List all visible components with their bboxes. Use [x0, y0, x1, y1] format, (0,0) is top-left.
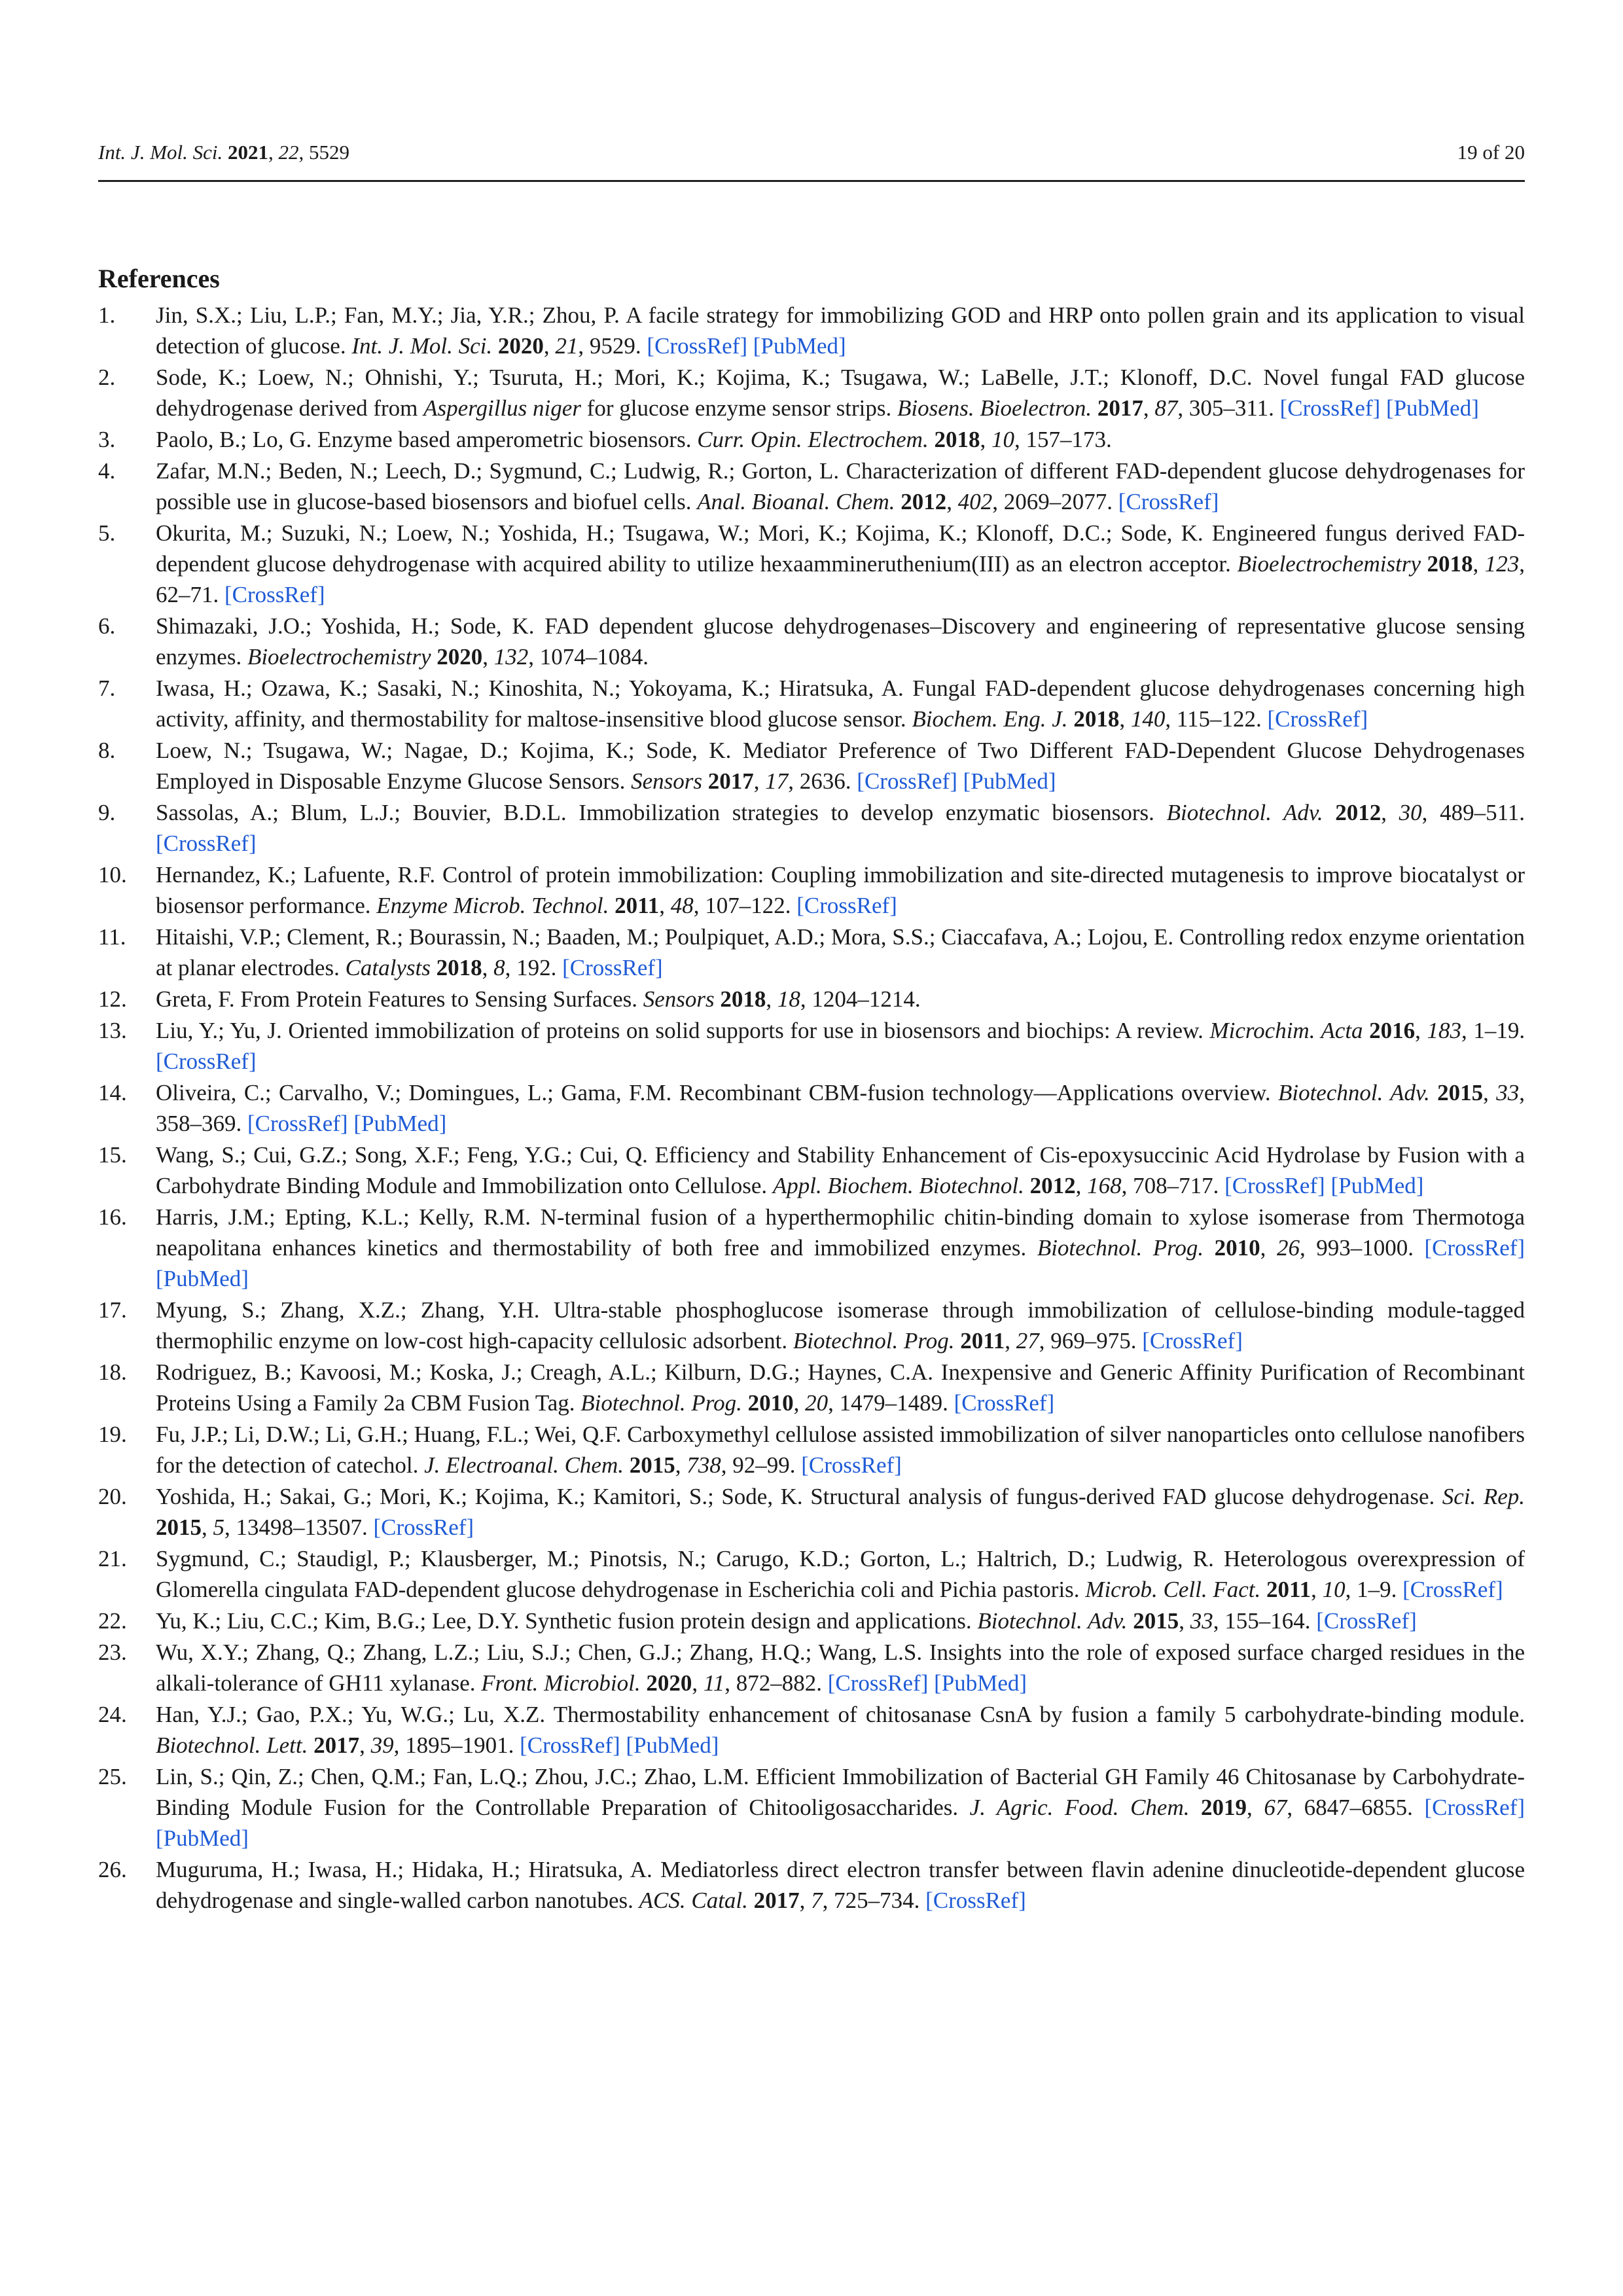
reference-year: 2011 [960, 1328, 1005, 1354]
reference-title: N-terminal fusion of a hyperthermophilic chitin-binding domain to xylose isomerase from Thermotoga neapolitana enhances kinetics and thermostability of both free and immobilized enzymes. [156, 1204, 1525, 1261]
reference-title: Inexpensive and Generic Affinity Purification of Recombinant Proteins Using a Family 2a CBM Fusion Tag. [156, 1359, 1525, 1416]
reference-volume: 132 [493, 644, 529, 670]
reference-title: Mediator Preference of Two Different FAD-Dependent Glucose Dehydrogenases Employed in Disposable Enzyme Glucose Sensors. [156, 738, 1525, 794]
reference-year: 2015 [1437, 1080, 1484, 1105]
reference-pages: 2069–2077. [1003, 489, 1113, 514]
reference-title: Oriented immobilization of proteins on solid supports for use in biosensors and biochips: A review. [288, 1018, 1204, 1043]
reference-title: Recombinant CBM-fusion technology—Applications overview. [679, 1080, 1271, 1105]
reference-year: 2015 [1133, 1608, 1179, 1634]
reference-volume: 33 [1496, 1080, 1520, 1105]
pubmed-link[interactable]: [PubMed] [1330, 1173, 1424, 1198]
crossref-link[interactable]: [CrossRef] [1224, 1173, 1325, 1198]
reference-pages: 969–975. [1050, 1328, 1137, 1354]
reference-item: 25. Lin, S.; Qin, Z.; Chen, Q.M.; Fan, L.Q.; Zhou, J.C.; Zhao, L.M. Efficient Immobilization of Bacterial GH Family 46 Chitosanase by Carbohydrate-Binding Module Fusion for the Controllable Preparation of Chitooligosaccharides. J. Agric. Food. Chem. 2019, 67, 6847–6855. [CrossRef] [PubMed] [98, 1761, 1525, 1854]
reference-volume: 67 [1264, 1795, 1287, 1820]
reference-volume: 21 [555, 333, 579, 359]
reference-year: 2018 [720, 986, 766, 1012]
reference-pages: 1074–1084. [539, 644, 649, 670]
crossref-link[interactable]: [CrossRef] [247, 1111, 348, 1136]
reference-journal: Enzyme Microb. Technol. [376, 893, 609, 918]
reference-volume: 10 [991, 427, 1014, 452]
reference-pages: 155–164. [1224, 1608, 1311, 1634]
reference-number: 11. [98, 924, 126, 950]
reference-item: 2. Sode, K.; Loew, N.; Ohnishi, Y.; Tsuruta, H.; Mori, K.; Kojima, K.; Tsugawa, W.; LaBelle, J.T.; Klonoff, D.C. Novel fungal FAD glucose dehydrogenase derived from Aspergillus niger for glucose enzyme sensor strips. Biosens. Bioelectron. 2017, 87, 305–311. [CrossRef] [PubMed] [98, 362, 1525, 423]
reference-title-italic: Aspergillus niger [423, 395, 581, 421]
reference-year: 2012 [1029, 1173, 1076, 1198]
reference-authors: Hernandez, K.; Lafuente, R.F. [156, 862, 436, 888]
reference-number: 4. [98, 458, 116, 484]
reference-item: 9. Sassolas, A.; Blum, L.J.; Bouvier, B.D.L. Immobilization strategies to develop enzymatic biosensors. Biotechnol. Adv. 2012, 30, 489–511. [CrossRef] [98, 797, 1525, 859]
reference-year: 2017 [313, 1732, 360, 1758]
journal-name: Int. J. Mol. Sci. [98, 141, 223, 164]
reference-number: 10. [98, 862, 127, 888]
reference-authors: Zafar, M.N.; Beden, N.; Leech, D.; Sygmund, C.; Ludwig, R.; Gorton, L. [156, 458, 840, 484]
reference-journal: Biotechnol. Prog. [793, 1328, 955, 1354]
reference-title: Ultra-stable phosphoglucose isomerase through immobilization of cellulose-binding module-tagged thermophilic enzyme on low-cost high-capacity cellulosic adsorbent. [156, 1297, 1525, 1354]
reference-item: 20. Yoshida, H.; Sakai, G.; Mori, K.; Kojima, K.; Kamitori, S.; Sode, K. Structural analysis of fungus-derived FAD glucose dehydrogenase. Sci. Rep. 2015, 5, 13498–13507. [CrossRef] [98, 1481, 1525, 1543]
reference-authors: Hitaishi, V.P.; Clement, R.; Bourassin, N.; Baaden, M.; Poulpiquet, A.D.; Mora, S.S.; Ciaccafava, A.; Lojou, E. [156, 924, 1174, 950]
reference-item: 12. Greta, F. From Protein Features to Sensing Surfaces. Sensors 2018, 18, 1204–1214. [98, 984, 1525, 1014]
reference-volume: 140 [1130, 706, 1166, 732]
reference-item: 6. Shimazaki, J.O.; Yoshida, H.; Sode, K. FAD dependent glucose dehydrogenases–Discovery and engineering of representative glucose sensing enzymes. Bioelectrochemistry 2020, 132, 1074–1084. [98, 611, 1525, 672]
reference-journal: Int. J. Mol. Sci. [351, 333, 493, 359]
reference-item: 1. Jin, S.X.; Liu, L.P.; Fan, M.Y.; Jia, Y.R.; Zhou, P. A facile strategy for immobilizing GOD and HRP onto pollen grain and its application to visual detection of glucose. Int. J. Mol. Sci. 2020, 21, 9529. [CrossRef] [PubMed] [98, 300, 1525, 361]
reference-journal: Front. Microbiol. [481, 1670, 641, 1696]
reference-year: 2010 [1214, 1235, 1260, 1261]
reference-number: 1. [98, 302, 116, 328]
reference-volume: 18 [777, 986, 800, 1012]
reference-authors: Rodriguez, B.; Kavoosi, M.; Koska, J.; Creagh, A.L.; Kilburn, D.G.; Haynes, C.A. [156, 1359, 934, 1385]
reference-title: Immobilization strategies to develop enzymatic biosensors. [579, 800, 1154, 825]
pubmed-link[interactable]: [PubMed] [156, 1266, 249, 1291]
reference-journal: Biosens. Bioelectron. [897, 395, 1092, 421]
pubmed-link[interactable]: [PubMed] [626, 1732, 719, 1758]
reference-number: 5. [98, 520, 116, 546]
reference-authors: Iwasa, H.; Ozawa, K.; Sasaki, N.; Kinoshita, N.; Yokoyama, K.; Hiratsuka, A. [156, 675, 904, 701]
reference-journal: Microchim. Acta [1209, 1018, 1363, 1043]
reference-volume: 27 [1016, 1328, 1039, 1354]
reference-title: Characterization of different FAD-dependent glucose dehydrogenases for possible use in glucose-based biosensors and biofuel cells. [156, 458, 1525, 514]
journal-citation: Int. J. Mol. Sci. 2021, 22, 5529 [98, 141, 350, 164]
reference-volume: 8 [493, 955, 505, 980]
reference-title: Carboxymethyl cellulose assisted immobilization of silver nanoparticles onto cellulose nanofibers for the detection of catechol. [156, 1422, 1525, 1478]
reference-title: Heterologous overexpression of Glomerella cingulata FAD-dependent glucose dehydrogenase in Escherichia coli and Pichia pastoris. [156, 1546, 1525, 1602]
reference-volume: 168 [1087, 1173, 1122, 1198]
reference-year: 2018 [1073, 706, 1120, 732]
reference-journal: ACS. Catal. [639, 1888, 748, 1913]
crossref-link[interactable]: [CrossRef] [1142, 1328, 1243, 1354]
references-heading: References [98, 264, 220, 293]
reference-title: Insights into the role of exposed surface charged residues in the alkali-tolerance of GH11 xylanase. [156, 1640, 1525, 1696]
reference-number: 21. [98, 1546, 127, 1571]
reference-number: 16. [98, 1204, 127, 1230]
reference-year: 2019 [1201, 1795, 1247, 1820]
reference-pages: 92–99. [732, 1452, 796, 1478]
reference-item: 19. Fu, J.P.; Li, D.W.; Li, G.H.; Huang, F.L.; Wei, Q.F. Carboxymethyl cellulose assisted immobilization of silver nanoparticles onto cellulose nanofibers for the detection of catechol. J. Electroanal. Chem. 2015, 738, 92–99. [CrossRef] [98, 1419, 1525, 1480]
reference-authors: Muguruma, H.; Iwasa, H.; Hidaka, H.; Hiratsuka, A. [156, 1857, 652, 1882]
crossref-link[interactable]: [CrossRef] [1424, 1795, 1525, 1820]
reference-year: 2020 [646, 1670, 692, 1696]
reference-authors: Okurita, M.; Suzuki, N.; Loew, N.; Yoshida, H.; Tsugawa, W.; Mori, K.; Kojima, K.; Klonoff, D.C.; Sode, K. [156, 520, 1204, 546]
crossref-link[interactable]: [CrossRef] [1316, 1608, 1417, 1634]
reference-pages: 115–122. [1176, 706, 1262, 732]
reference-number: 25. [98, 1764, 127, 1789]
reference-authors: Wang, S.; Cui, G.Z.; Song, X.F.; Feng, Y.G.; Cui, Q. [156, 1142, 648, 1168]
pubmed-link[interactable]: [PubMed] [934, 1670, 1027, 1696]
reference-item: 3. Paolo, B.; Lo, G. Enzyme based amperometric biosensors. Curr. Opin. Electrochem. 2018, 10, 157–173. [98, 424, 1525, 455]
reference-year: 2020 [497, 333, 544, 359]
reference-year: 2018 [934, 427, 980, 452]
pubmed-link[interactable]: [PubMed] [353, 1111, 447, 1136]
reference-pages: 305–311. [1188, 395, 1274, 421]
reference-pages: 725–734. [834, 1888, 920, 1913]
reference-year: 2020 [437, 644, 483, 670]
reference-authors: Lin, S.; Qin, Z.; Chen, Q.M.; Fan, L.Q.; Zhou, J.C.; Zhao, L.M. [156, 1764, 749, 1789]
reference-item: 10. Hernandez, K.; Lafuente, R.F. Control of protein immobilization: Coupling immobilization and site-directed mutagenesis to improve biocatalyst or biosensor performance. Enzyme Microb. Technol. 2011, 48, 107–122. [CrossRef] [98, 859, 1525, 921]
reference-journal: J. Agric. Food. Chem. [969, 1795, 1190, 1820]
crossref-link[interactable]: [CrossRef] [224, 582, 325, 607]
reference-item: 14. Oliveira, C.; Carvalho, V.; Domingues, L.; Gama, F.M. Recombinant CBM-fusion technology—Applications overview. Biotechnol. Adv. 2015, 33, 358–369. [CrossRef] [PubMed] [98, 1077, 1525, 1139]
reference-pages: 1204–1214. [812, 986, 921, 1012]
crossref-link[interactable]: [CrossRef] [156, 1049, 257, 1074]
reference-authors: Shimazaki, J.O.; Yoshida, H.; Sode, K. [156, 613, 535, 639]
reference-pages: 1–9. [1357, 1577, 1397, 1602]
reference-item: 22. Yu, K.; Liu, C.C.; Kim, B.G.; Lee, D.Y. Synthetic fusion protein design and applications. Biotechnol. Adv. 2015, 33, 155–164. [CrossRef] [98, 1605, 1525, 1636]
reference-volume: 11 [703, 1670, 725, 1696]
crossref-link[interactable]: [CrossRef] [796, 893, 897, 918]
reference-journal: Biotechnol. Prog. [580, 1390, 742, 1416]
reference-year: 2010 [747, 1390, 794, 1416]
crossref-link[interactable]: [CrossRef] [954, 1390, 1055, 1416]
reference-pages: 62–71. [156, 582, 219, 607]
reference-number: 17. [98, 1297, 127, 1323]
reference-authors: Harris, J.M.; Epting, K.L.; Kelly, R.M. [156, 1204, 531, 1230]
reference-pages: 993–1000. [1316, 1235, 1414, 1261]
reference-journal: Biotechnol. Prog. [1037, 1235, 1204, 1261]
reference-journal: Biotechnol. Adv. [1277, 1080, 1430, 1105]
crossref-link[interactable]: [CrossRef] [373, 1515, 474, 1540]
reference-authors: Jin, S.X.; Liu, L.P.; Fan, M.Y.; Jia, Y.R.; Zhou, P. [156, 302, 620, 328]
reference-pages: 2636. [799, 768, 851, 794]
crossref-link[interactable]: [CrossRef] [857, 768, 957, 794]
reference-authors: Sode, K.; Loew, N.; Ohnishi, Y.; Tsuruta, H.; Mori, K.; Kojima, K.; Tsugawa, W.; LaBelle, J.T.; Klonoff, D.C. [156, 365, 1253, 390]
crossref-link[interactable]: [CrossRef] [647, 333, 748, 359]
reference-item: 24. Han, Y.J.; Gao, P.X.; Yu, W.G.; Lu, X.Z. Thermostability enhancement of chitosanase CsnA by fusion a family 5 carbohydrate-binding module. Biotechnol. Lett. 2017, 39, 1895–1901. [CrossRef] [PubMed] [98, 1699, 1525, 1761]
reference-pages: 9529. [589, 333, 641, 359]
reference-journal: Bioelectrochemistry [1237, 551, 1421, 577]
reference-authors: Sassolas, A.; Blum, L.J.; Bouvier, B.D.L. [156, 800, 567, 825]
reference-journal: Biotechnol. Adv. [1166, 800, 1323, 825]
reference-number: 14. [98, 1080, 127, 1105]
reference-volume: 20 [805, 1390, 829, 1416]
reference-journal: Bioelectrochemistry [247, 644, 431, 670]
reference-number: 22. [98, 1608, 127, 1634]
crossref-link[interactable]: [CrossRef] [1402, 1577, 1503, 1602]
reference-authors: Fu, J.P.; Li, D.W.; Li, G.H.; Huang, F.L.; Wei, Q.F. [156, 1422, 622, 1447]
reference-number: 2. [98, 365, 116, 390]
reference-authors: Yu, K.; Liu, C.C.; Kim, B.G.; Lee, D.Y. [156, 1608, 520, 1634]
reference-authors: Han, Y.J.; Gao, P.X.; Yu, W.G.; Lu, X.Z. [156, 1702, 546, 1727]
journal-volume: 22 [278, 141, 299, 164]
reference-title: Fungal FAD-dependent glucose dehydrogenases concerning high activity, affinity, and thermostability for maltose-insensitive blood glucose sensor. [156, 675, 1525, 732]
pubmed-link[interactable]: [PubMed] [963, 768, 1056, 794]
reference-journal: Anal. Bioanal. Chem. [697, 489, 895, 514]
reference-item: 11. Hitaishi, V.P.; Clement, R.; Bourassin, N.; Baaden, M.; Poulpiquet, A.D.; Mora, S.S.; Ciaccafava, A.; Lojou, E. Controlling redox enzyme orientation at planar electrodes. Catalysts 2018, 8, 192. [CrossRef] [98, 922, 1525, 983]
crossref-link[interactable]: [CrossRef] [1267, 706, 1368, 732]
reference-pages: 708–717. [1133, 1173, 1219, 1198]
crossref-link[interactable]: [CrossRef] [156, 831, 257, 856]
reference-pages: 1479–1489. [839, 1390, 948, 1416]
reference-title: Efficient Immobilization of Bacterial GH Family 46 Chitosanase by Carbohydrate-Binding Module Fusion for the Controllable Preparation of Chitooligosaccharides. [156, 1764, 1525, 1820]
reference-item: 16. Harris, J.M.; Epting, K.L.; Kelly, R.M. N-terminal fusion of a hyperthermophilic chitin-binding domain to xylose isomerase from Thermotoga neapolitana enhances kinetics and thermostability of both free and immobilized enzymes. Biotechnol. Prog. 2010, 26, 993–1000. [CrossRef] [PubMed] [98, 1202, 1525, 1294]
reference-journal: Sensors [643, 986, 715, 1012]
reference-year: 2015 [629, 1452, 675, 1478]
reference-number: 20. [98, 1484, 127, 1509]
reference-title: Control of protein immobilization: Coupling immobilization and site-directed mutagenesis to improve biocatalyst or biosensor performance. [156, 862, 1525, 918]
page-header [98, 141, 1525, 182]
page-number: 19 of 20 [1457, 141, 1525, 164]
reference-journal: Appl. Biochem. Biotechnol. [772, 1173, 1024, 1198]
reference-journal: Curr. Opin. Electrochem. [697, 427, 929, 452]
reference-title: Novel fungal FAD glucose dehydrogenase derived from [156, 365, 1525, 421]
reference-volume: 123 [1484, 551, 1520, 577]
crossref-link[interactable]: [CrossRef] [1279, 395, 1381, 421]
reference-number: 13. [98, 1018, 127, 1043]
reference-number: 26. [98, 1857, 127, 1882]
reference-item: 26. Muguruma, H.; Iwasa, H.; Hidaka, H.; Hiratsuka, A. Mediatorless direct electron transfer between flavin adenine dinucleotide-dependent glucose dehydrogenase and single-walled carbon nanotubes. ACS. Catal. 2017, 7, 725–734. [CrossRef] [98, 1854, 1525, 1916]
reference-journal: Sensors [631, 768, 703, 794]
reference-journal: J. Electroanal. Chem. [424, 1452, 624, 1478]
reference-title: Thermostability enhancement of chitosanase CsnA by fusion a family 5 carbohydrate-binding module. [553, 1702, 1525, 1727]
pubmed-link[interactable]: [PubMed] [156, 1825, 249, 1851]
reference-journal: Microb. Cell. Fact. [1085, 1577, 1261, 1602]
reference-item: 15. Wang, S.; Cui, G.Z.; Song, X.F.; Feng, Y.G.; Cui, Q. Efficiency and Stability Enhancement of Cis-epoxysuccinic Acid Hydrolase by Fusion with a Carbohydrate Binding Module and Immobilization onto Cellulose. Appl. Biochem. Biotechnol. 2012, 168, 708–717. [CrossRef] [PubMed] [98, 1139, 1525, 1201]
reference-year: 2012 [901, 489, 947, 514]
reference-year: 2011 [615, 893, 660, 918]
reference-title: Synthetic fusion protein design and applications. [525, 1608, 972, 1634]
crossref-link[interactable]: [CrossRef] [562, 955, 663, 980]
crossref-link[interactable]: [CrossRef] [1424, 1235, 1525, 1261]
reference-list [98, 300, 1525, 1916]
crossref-link[interactable]: [CrossRef] [925, 1888, 1026, 1913]
reference-journal: Biochem. Eng. J. [912, 706, 1068, 732]
reference-authors: Paolo, B.; Lo, G. [156, 427, 312, 452]
pubmed-link[interactable]: [PubMed] [1385, 395, 1479, 421]
reference-volume: 33 [1190, 1608, 1213, 1634]
reference-title: Efficiency and Stability Enhancement of Cis-epoxysuccinic Acid Hydrolase by Fusion with a Carbohydrate Binding Module and Immobilization onto Cellulose. [156, 1142, 1525, 1198]
reference-number: 9. [98, 800, 116, 825]
crossref-link[interactable]: [CrossRef] [520, 1732, 620, 1758]
pubmed-link[interactable]: [PubMed] [753, 333, 846, 359]
reference-authors: Yoshida, H.; Sakai, G.; Mori, K.; Kojima, K.; Kamitori, S.; Sode, K. [156, 1484, 803, 1509]
reference-authors: Sygmund, C.; Staudigl, P.; Klausberger, M.; Pinotsis, N.; Carugo, K.D.; Gorton, L.; Haltrich, D.; Ludwig, R. [156, 1546, 1214, 1571]
reference-pages: 13498–13507. [236, 1515, 368, 1540]
reference-title: From Protein Features to Sensing Surfaces. [240, 986, 637, 1012]
reference-pages: 1895–1901. [405, 1732, 514, 1758]
reference-year: 2015 [156, 1515, 202, 1540]
reference-number: 24. [98, 1702, 127, 1727]
reference-volume: 7 [811, 1888, 823, 1913]
reference-pages: 489–511. [1440, 800, 1525, 825]
reference-pages: 192. [516, 955, 557, 980]
reference-item: 13. Liu, Y.; Yu, J. Oriented immobilization of proteins on solid supports for use in biosensors and biochips: A review. Microchim. Acta 2016, 183, 1–19. [CrossRef] [98, 1015, 1525, 1077]
article-number: 5529 [309, 141, 350, 164]
reference-volume: 48 [670, 893, 694, 918]
reference-number: 8. [98, 738, 116, 763]
reference-authors: Liu, Y.; Yu, J. [156, 1018, 282, 1043]
journal-year: 2021 [228, 141, 269, 164]
reference-authors: Oliveira, C.; Carvalho, V.; Domingues, L.; Gama, F.M. [156, 1080, 672, 1105]
reference-volume: 87 [1154, 395, 1178, 421]
reference-volume: 26 [1276, 1235, 1300, 1261]
reference-pages: 358–369. [156, 1111, 242, 1136]
reference-item: 8. Loew, N.; Tsugawa, W.; Nagae, D.; Kojima, K.; Sode, K. Mediator Preference of Two Different FAD-Dependent Glucose Dehydrogenases Employed in Disposable Enzyme Glucose Sensors. Sensors 2017, 17, 2636. [CrossRef] [PubMed] [98, 735, 1525, 797]
reference-year: 2018 [436, 955, 482, 980]
reference-title: Engineered fungus derived FAD-dependent glucose dehydrogenase with acquired ability to utilize hexaammineruthenium(III) as an electron acceptor. [156, 520, 1525, 577]
reference-volume: 738 [687, 1452, 721, 1478]
reference-item: 23. Wu, X.Y.; Zhang, Q.; Zhang, L.Z.; Liu, S.J.; Chen, G.J.; Zhang, H.Q.; Wang, L.S. Insights into the role of exposed surface charged residues in the alkali-tolerance of GH11 xylanase. Front. Microbiol. 2020, 11, 872–882. [CrossRef] [PubMed] [98, 1637, 1525, 1698]
reference-title: Mediatorless direct electron transfer between flavin adenine dinucleotide-dependent glucose dehydrogenase and single-walled carbon nanotubes. [156, 1857, 1525, 1913]
reference-volume: 402 [957, 489, 993, 514]
reference-item: 21. Sygmund, C.; Staudigl, P.; Klausberger, M.; Pinotsis, N.; Carugo, K.D.; Gorton, L.; Haltrich, D.; Ludwig, R. Heterologous overexpression of Glomerella cingulata FAD-dependent glucose dehydrogenase in Escherichia coli and Pichia pastoris. Microb. Cell. Fact. 2011, 10, 1–9. [CrossRef] [98, 1543, 1525, 1605]
reference-year: 2017 [1097, 395, 1143, 421]
reference-authors: Loew, N.; Tsugawa, W.; Nagae, D.; Kojima, K.; Sode, K. [156, 738, 732, 763]
reference-number: 6. [98, 613, 116, 639]
reference-number: 23. [98, 1640, 127, 1665]
reference-volume: 30 [1399, 800, 1422, 825]
reference-title: FAD dependent glucose dehydrogenases–Discovery and engineering of representative glucose sensing enzymes. [156, 613, 1525, 670]
reference-journal: Biotechnol. Adv. [977, 1608, 1128, 1634]
reference-number: 3. [98, 427, 116, 452]
reference-item: 7. Iwasa, H.; Ozawa, K.; Sasaki, N.; Kinoshita, N.; Yokoyama, K.; Hiratsuka, A. Fungal FAD-dependent glucose dehydrogenases concerning high activity, affinity, and thermostability for maltose-insensitive blood glucose sensor. Biochem. Eng. J. 2018, 140, 115–122. [CrossRef] [98, 673, 1525, 734]
reference-number: 19. [98, 1422, 127, 1447]
reference-year: 2017 [753, 1888, 800, 1913]
reference-volume: 10 [1322, 1577, 1346, 1602]
reference-year: 2016 [1369, 1018, 1416, 1043]
reference-number: 12. [98, 986, 127, 1012]
reference-year: 2011 [1266, 1577, 1311, 1602]
reference-authors: Wu, X.Y.; Zhang, Q.; Zhang, L.Z.; Liu, S.J.; Chen, G.J.; Zhang, H.Q.; Wang, L.S. [156, 1640, 923, 1665]
crossref-link[interactable]: [CrossRef] [801, 1452, 902, 1478]
reference-pages: 157–173. [1026, 427, 1112, 452]
reference-title: Structural analysis of fungus-derived FAD glucose dehydrogenase. [810, 1484, 1435, 1509]
crossref-link[interactable]: [CrossRef] [827, 1670, 929, 1696]
reference-pages: 872–882. [736, 1670, 823, 1696]
reference-title: Enzyme based amperometric biosensors. [317, 427, 692, 452]
reference-journal: Catalysts [345, 955, 431, 980]
reference-journal: Biotechnol. Lett. [156, 1732, 308, 1758]
reference-number: 15. [98, 1142, 127, 1168]
reference-item: 18. Rodriguez, B.; Kavoosi, M.; Koska, J.; Creagh, A.L.; Kilburn, D.G.; Haynes, C.A. Inexpensive and Generic Affinity Purification of Recombinant Proteins Using a Family 2a CBM Fusion Tag. Biotechnol. Prog. 2010, 20, 1479–1489. [CrossRef] [98, 1357, 1525, 1418]
reference-pages: 107–122. [705, 893, 791, 918]
reference-year: 2012 [1335, 800, 1382, 825]
reference-volume: 183 [1427, 1018, 1461, 1043]
reference-volume: 39 [370, 1732, 394, 1758]
reference-authors: Myung, S.; Zhang, X.Z.; Zhang, Y.H. [156, 1297, 540, 1323]
reference-volume: 17 [765, 768, 789, 794]
reference-item: 17. Myung, S.; Zhang, X.Z.; Zhang, Y.H. Ultra-stable phosphoglucose isomerase through immobilization of cellulose-binding module-tagged thermophilic enzyme on low-cost high-capacity cellulosic adsorbent. Biotechnol. Prog. 2011, 27, 969–975. [CrossRef] [98, 1295, 1525, 1356]
reference-pages: 6847–6855. [1304, 1795, 1413, 1820]
reference-title-rest: for glucose enzyme sensor strips. [586, 395, 892, 421]
reference-number: 7. [98, 675, 116, 701]
reference-title: Controlling redox enzyme orientation at planar electrodes. [156, 924, 1525, 980]
reference-volume: 5 [213, 1515, 224, 1540]
reference-year: 2018 [1427, 551, 1473, 577]
reference-title: A facile strategy for immobilizing GOD and HRP onto pollen grain and its application to visual detection of glucose. [156, 302, 1525, 359]
reference-journal: Sci. Rep. [1442, 1484, 1525, 1509]
reference-pages: 1–19. [1473, 1018, 1525, 1043]
reference-number: 18. [98, 1359, 127, 1385]
crossref-link[interactable]: [CrossRef] [1118, 489, 1219, 514]
reference-item: 5. Okurita, M.; Suzuki, N.; Loew, N.; Yoshida, H.; Tsugawa, W.; Mori, K.; Kojima, K.; Klonoff, D.C.; Sode, K. Engineered fungus derived FAD-dependent glucose dehydrogenase with acquired ability to utilize hexaammineruthenium(III) as an electron acceptor. Bioelectrochemistry 2018, 123, 62–71. [CrossRef] [98, 518, 1525, 610]
reference-authors: Greta, F. [156, 986, 235, 1012]
reference-year: 2017 [707, 768, 754, 794]
reference-item: 4. Zafar, M.N.; Beden, N.; Leech, D.; Sygmund, C.; Ludwig, R.; Gorton, L. Characterization of different FAD-dependent glucose dehydrogenases for possible use in glucose-based biosensors and biofuel cells. Anal. Bioanal. Chem. 2012, 402, 2069–2077. [CrossRef] [98, 456, 1525, 517]
